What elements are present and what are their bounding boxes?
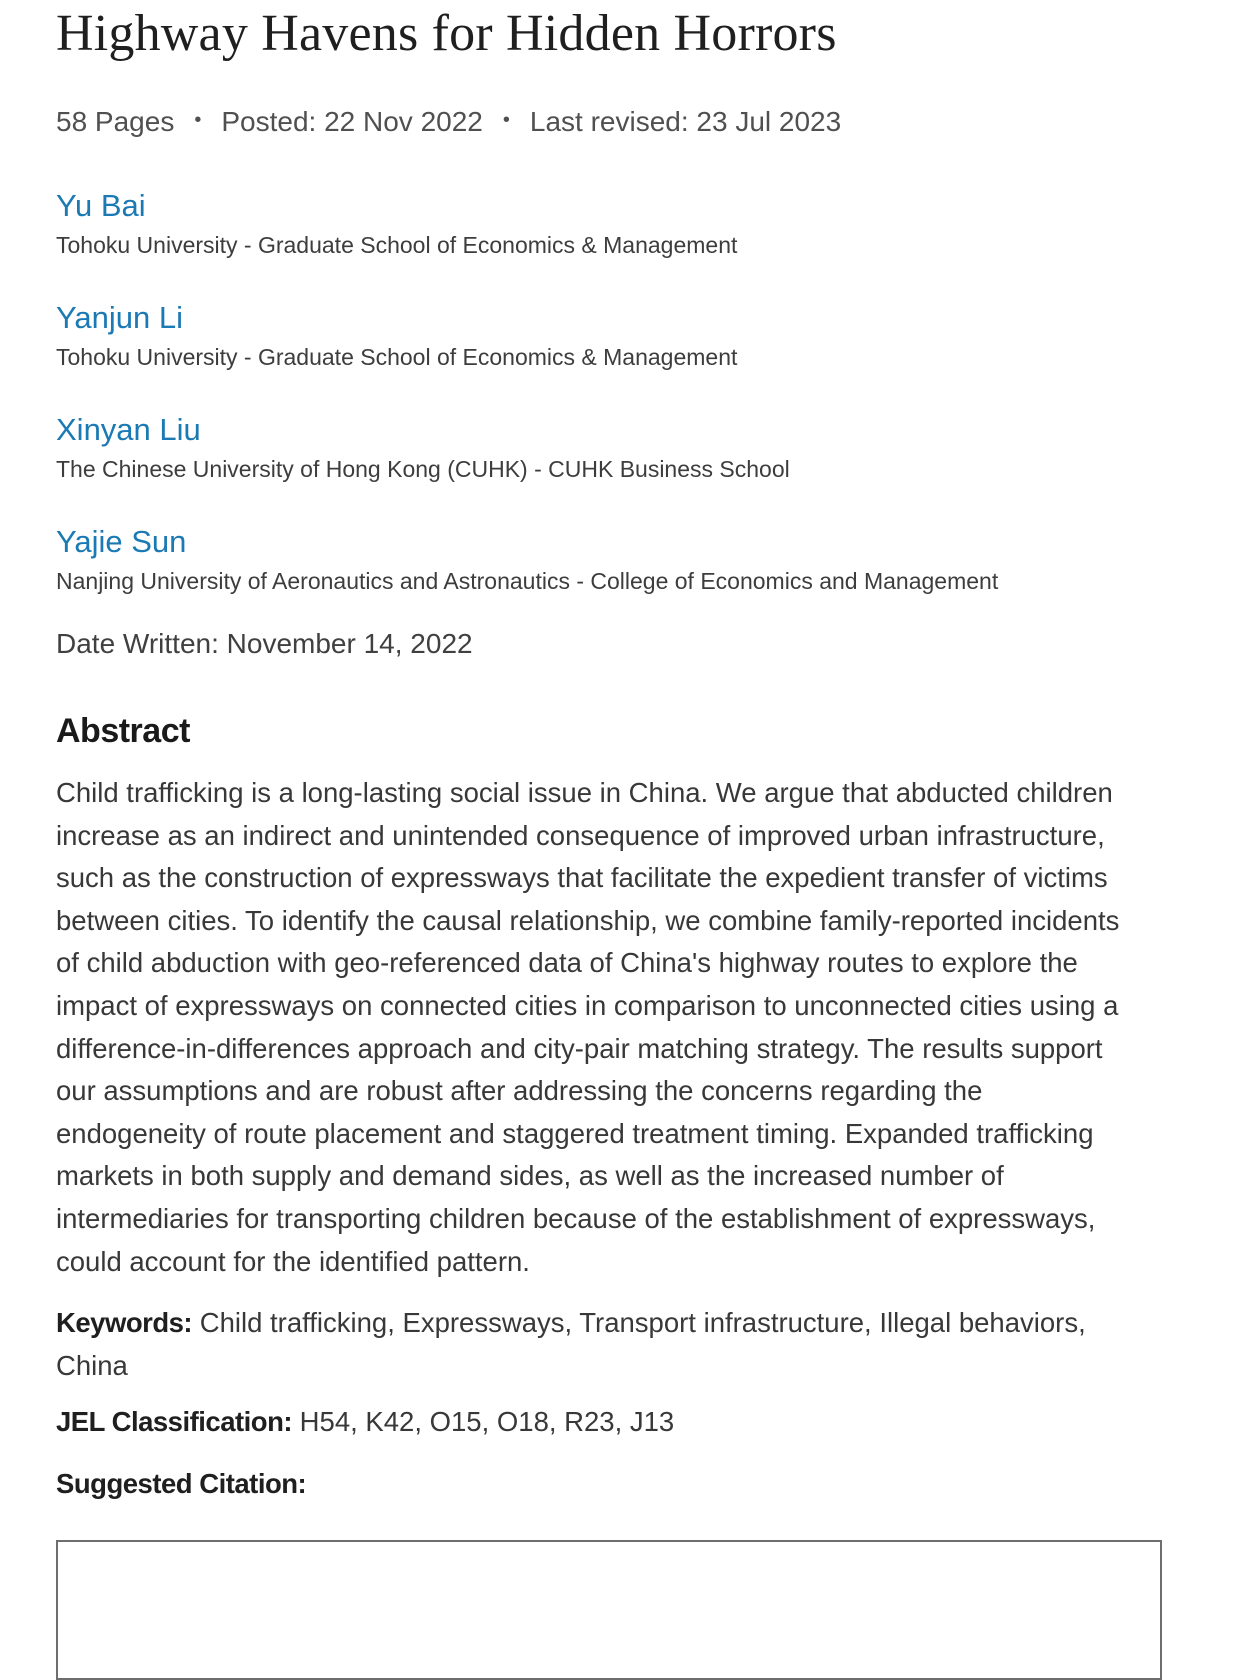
jel-label: JEL Classification: — [56, 1406, 293, 1437]
abstract-line: increase as an indirect and unintended consequence of improved urban infrastructure, — [56, 819, 1105, 851]
keywords-value: Child trafficking, Expressways, Transport infrastructure, Illegal behaviors, — [192, 1307, 1086, 1338]
posted-date: Posted: 22 Nov 2022 — [221, 106, 483, 137]
abstract-line: of child abduction with geo-referenced data of China's highway routes to explore the — [56, 947, 1078, 979]
keywords — [56, 1302, 1156, 1387]
citation-textbox[interactable] — [56, 1540, 1162, 1680]
abstract-line: markets in both supply and demand sides, as well as the increased number of — [56, 1160, 1004, 1192]
author-entry — [56, 298, 737, 372]
paper-meta — [56, 106, 841, 138]
date-written: Date Written: November 14, 2022 — [56, 628, 473, 659]
meta-separator: • — [502, 109, 510, 132]
jel-classification — [56, 1406, 674, 1438]
suggested-citation-label: Suggested Citation: — [56, 1468, 307, 1499]
author-affiliation: Tohoku University - Graduate School of Economics & Management — [56, 232, 738, 258]
abstract-text — [56, 772, 1176, 1283]
author-name-link[interactable]: Xinyan Liu — [56, 412, 201, 447]
abstract-line: Child trafficking is a long-lasting social issue in China. We argue that abducted children — [56, 777, 1113, 808]
abstract-line: endogeneity of route placement and staggered treatment timing. Expanded trafficking — [56, 1117, 1094, 1149]
last-revised-date: Last revised: 23 Jul 2023 — [529, 106, 842, 137]
author-name-link[interactable]: Yajie Sun — [56, 524, 187, 559]
jel-value: H54, K42, O15, O18, R23, J13 — [292, 1406, 675, 1437]
author-name-link[interactable]: Yanjun Li — [56, 300, 183, 335]
abstract-line: between cities. To identify the causal relationship, we combine family-reported incidents — [56, 904, 1120, 936]
paper-title: Highway Havens for Hidden Horrors — [56, 5, 837, 62]
author-affiliation: Nanjing University of Aeronautics and Astronautics - College of Economics and Management — [56, 568, 999, 594]
page-count: 58 Pages — [56, 106, 175, 137]
author-name-link[interactable]: Yu Bai — [56, 188, 146, 223]
abstract-line: difference-in-differences approach and city-pair matching strategy. The results support — [56, 1032, 1103, 1064]
abstract-line: such as the construction of expressways that facilitate the expedient transfer of victims — [56, 862, 1108, 894]
suggested-citation — [56, 1468, 306, 1500]
abstract-line: could account for the identified pattern. — [56, 1245, 530, 1277]
author-affiliation: Tohoku University - Graduate School of Economics & Management — [56, 344, 738, 370]
author-affiliation: The Chinese University of Hong Kong (CUHK) - CUHK Business School — [56, 456, 790, 482]
author-entry — [56, 186, 737, 260]
abstract-line: intermediaries for transporting children because of the establishment of expressways, — [56, 1202, 1096, 1234]
keywords-label: Keywords: — [56, 1307, 193, 1338]
keywords-value-continued: China — [56, 1349, 128, 1381]
meta-separator: • — [194, 109, 202, 132]
abstract-heading: Abstract — [56, 712, 190, 750]
author-entry — [56, 522, 998, 596]
author-entry — [56, 410, 790, 484]
abstract-line: impact of expressways on connected cities in comparison to unconnected cities using a — [56, 989, 1119, 1021]
abstract-line: our assumptions and are robust after addressing the concerns regarding the — [56, 1075, 983, 1107]
